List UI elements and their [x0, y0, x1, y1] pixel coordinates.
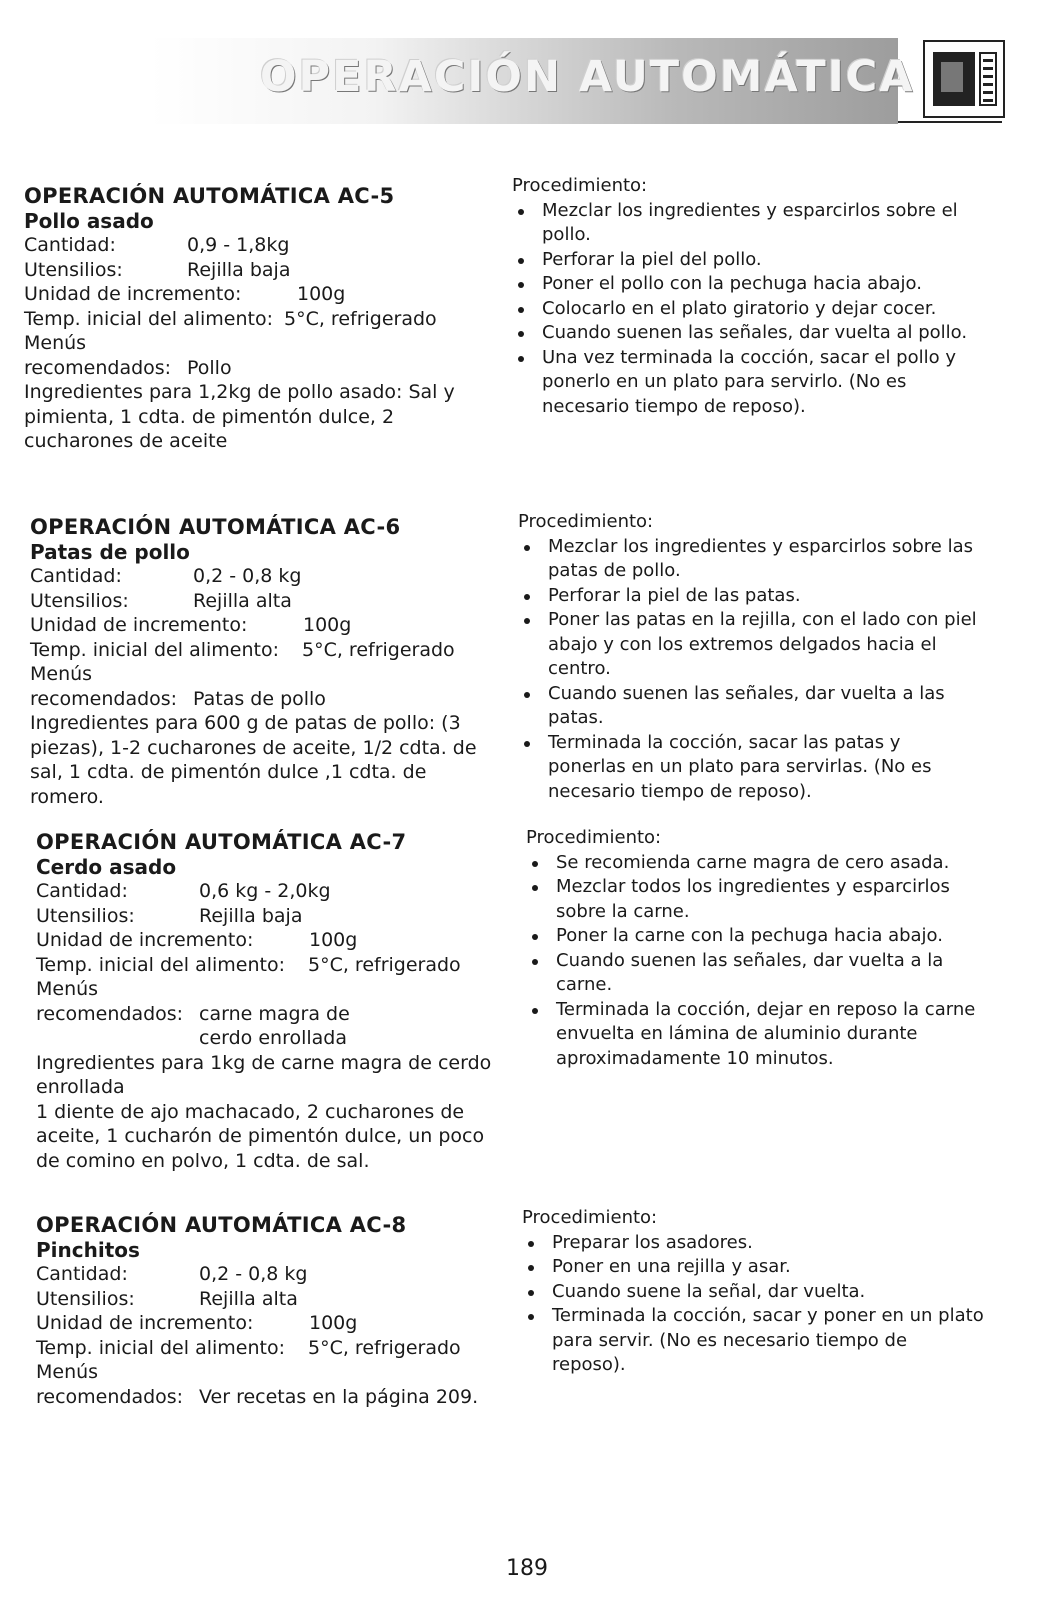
microwave-icon: [923, 40, 1005, 118]
section-title: OPERACIÓN AUTOMÁTICA AC-8: [36, 1213, 407, 1237]
procedimiento-ac5: [512, 174, 982, 419]
procedimiento-label: Procedimiento:: [522, 1207, 658, 1228]
procedimiento-ac7: [526, 826, 986, 1071]
cantidad-row: Cantidad: 0,2 - 0,8 kg: [36, 1263, 308, 1285]
incremento-row: Unidad de incremento: 100g: [24, 283, 346, 305]
ingredientes-list: 1 diente de ajo machacado, 2 cucharones de aceite, 1 cucharón de pimentón dulce, un poco de comino en polvo, 1 cdta. de sal.: [36, 1100, 485, 1172]
procedimiento-step: Poner el pollo con la pechuga hacia abajo.: [512, 272, 982, 297]
section-ac8: [36, 1213, 496, 1409]
temp-row: Temp. inicial del alimento: 5°C, refrigerado: [36, 953, 461, 976]
incremento-row: Unidad de incremento: 100g: [30, 614, 352, 636]
utensilios-row: Utensilios: Rejilla baja: [36, 904, 303, 927]
incremento-row: Unidad de incremento: 100g: [36, 1312, 358, 1334]
procedimiento-step: Cuando suenen las señales, dar vuelta a las patas.: [518, 682, 982, 731]
procedimiento-step: Colocarlo en el plato giratorio y dejar cocer.: [512, 297, 982, 322]
procedimiento-step: Se recomienda carne magra de cero asada.: [526, 851, 986, 876]
recomendados-row: recomendados: Ver recetas en la página 209.: [36, 1385, 479, 1408]
procedimiento-label: Procedimiento:: [518, 511, 654, 532]
section-ac7: [36, 830, 496, 1173]
dish-name: Patas de pollo: [30, 539, 190, 564]
temp-row: Temp. inicial del alimento: 5°C, refrigerado: [36, 1336, 461, 1359]
procedimiento-step: Cuando suenen las señales, dar vuelta a la carne.: [526, 949, 986, 998]
procedimiento-step: Mezclar los ingredientes y esparcirlos sobre las patas de pollo.: [518, 535, 982, 584]
procedimiento-step: Terminada la cocción, sacar las patas y ponerlas en un plato para servirlas. (No es necesario tiempo de reposo).: [518, 731, 982, 805]
dish-name: Cerdo asado: [36, 854, 177, 879]
procedimiento-step: Terminada la cocción, dejar en reposo la carne envuelta en lámina de aluminio durante aproximadamente 10 minutos.: [526, 998, 986, 1072]
cantidad-row: Cantidad: 0,2 - 0,8 kg: [30, 565, 302, 587]
procedimiento-step: Preparar los asadores.: [522, 1231, 986, 1256]
section-ac6: [30, 515, 480, 809]
utensilios-row: Utensilios: Rejilla alta: [30, 589, 292, 612]
ingredientes-text: Ingredientes para 1kg de carne magra de cerdo enrollada: [36, 1051, 492, 1098]
dish-name: Pinchitos: [36, 1237, 140, 1262]
microwave-panel: [979, 52, 997, 106]
procedimiento-ac6: [518, 510, 982, 804]
menus-label: Menús: [36, 1361, 99, 1383]
section-title: OPERACIÓN AUTOMÁTICA AC-5: [24, 184, 395, 208]
procedimiento-step: Cuando suene la señal, dar vuelta.: [522, 1280, 986, 1305]
procedimiento-label: Procedimiento:: [512, 175, 648, 196]
procedimiento-step: Mezclar todos los ingredientes y esparcirlos sobre la carne.: [526, 875, 986, 924]
procedimiento-step: Poner la carne con la pechuga hacia abajo.: [526, 924, 986, 949]
page-title: OPERACIÓN AUTOMÁTICA: [260, 52, 915, 102]
dish-name: Pollo asado: [24, 208, 154, 233]
procedimiento-step: Perforar la piel de las patas.: [518, 584, 982, 609]
incremento-row: Unidad de incremento: 100g: [36, 929, 358, 951]
procedimiento-step: Perforar la piel del pollo.: [512, 248, 982, 273]
procedimiento-step: Terminada la cocción, sacar y poner en un plato para servir. (No es necesario tiempo de reposo).: [522, 1304, 986, 1378]
cantidad-row: Cantidad: 0,6 kg - 2,0kg: [36, 880, 331, 902]
recomendados-row: recomendados: Pollo: [24, 356, 232, 379]
procedimiento-label: Procedimiento:: [526, 827, 662, 848]
procedimiento-step: Mezclar los ingredientes y esparcirlos sobre el pollo.: [512, 199, 982, 248]
page-number: 189: [506, 1556, 548, 1581]
section-title: OPERACIÓN AUTOMÁTICA AC-6: [30, 515, 401, 539]
recomendados-row: recomendados: Patas de pollo: [30, 687, 326, 710]
ingredientes-text: Ingredientes para 1,2kg de pollo asado: Sal y pimienta, 1 cdta. de pimentón dulce, 2 cucharones de aceite: [24, 381, 455, 452]
procedimiento-step: Una vez terminada la cocción, sacar el pollo y ponerlo en un plato para servirlo. (No es necesario tiempo de reposo).: [512, 346, 982, 420]
procedimiento-step: Cuando suenen las señales, dar vuelta al pollo.: [512, 321, 982, 346]
menus-label: Menús: [24, 332, 87, 354]
temp-row: Temp. inicial del alimento: 5°C, refrigerado: [24, 307, 437, 330]
menus-label: Menús: [36, 978, 99, 1000]
utensilios-row: Utensilios: Rejilla baja: [24, 258, 291, 281]
procedimiento-step: Poner las patas en la rejilla, con el lado con piel abajo y con los extremos delgados hacia el centro.: [518, 608, 982, 682]
section-ac5: [24, 184, 464, 454]
menus-label: Menús: [30, 663, 93, 685]
section-title: OPERACIÓN AUTOMÁTICA AC-7: [36, 830, 407, 854]
procedimiento-ac8: [522, 1206, 986, 1378]
header-rule: [898, 121, 1002, 123]
temp-row: Temp. inicial del alimento: 5°C, refrigerado: [30, 638, 455, 661]
ingredientes-text: Ingredientes para 600 g de patas de pollo: (3 piezas), 1-2 cucharones de aceite, 1/2 cdta. de sal, 1 cdta. de pimentón dulce ,1 cdta. de romero.: [30, 712, 477, 808]
microwave-door: [933, 52, 975, 106]
procedimiento-step: Poner en una rejilla y asar.: [522, 1255, 986, 1280]
utensilios-row: Utensilios: Rejilla alta: [36, 1287, 298, 1310]
cantidad-row: Cantidad: 0,9 - 1,8kg: [24, 234, 290, 256]
recomendados-row: recomendados: carne magra de cerdo enrollada: [36, 1002, 350, 1049]
